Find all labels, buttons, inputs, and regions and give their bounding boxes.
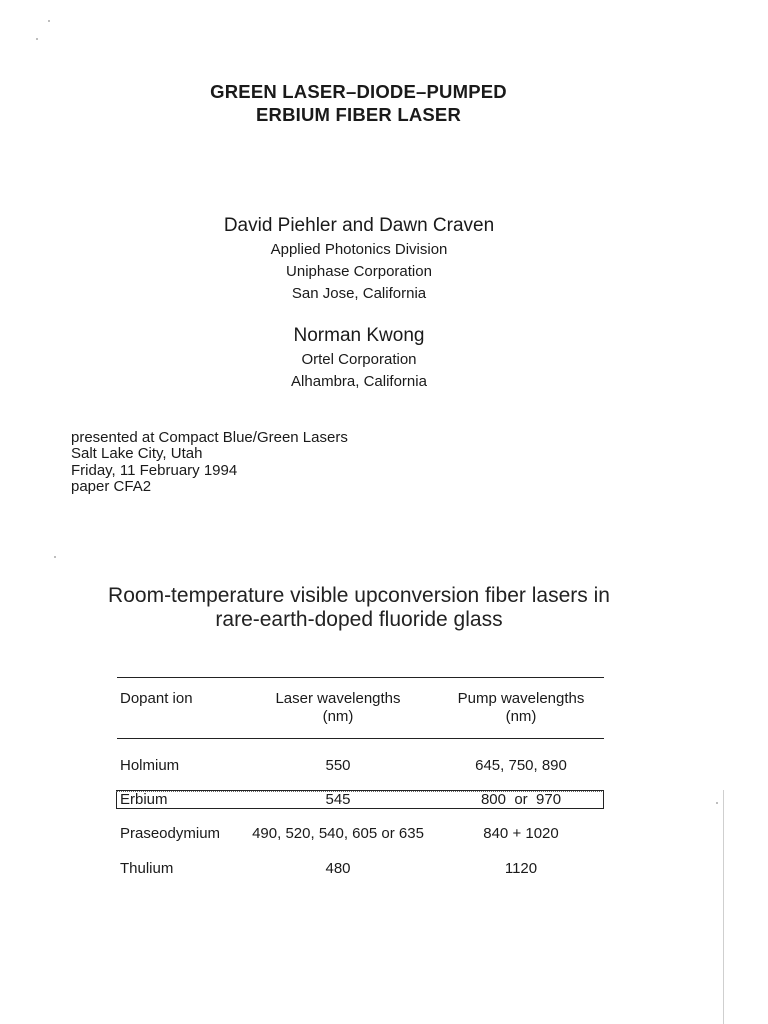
- title-line-1: GREEN LASER–DIODE–PUMPED: [210, 81, 507, 102]
- table-row-erbium-laser: 545: [325, 791, 351, 808]
- scan-speck: [36, 38, 38, 40]
- presentation-line-3: Friday, 11 February 1994: [71, 461, 238, 479]
- header-pump-wavelengths: Pump wavelengths: [457, 690, 585, 707]
- presentation-line-1: presented at Compact Blue/Green Lasers: [71, 429, 348, 446]
- table-row-erbium-dopant: Erbium: [120, 791, 168, 808]
- table-row-thulium-dopant: Thulium: [120, 860, 174, 877]
- table-row-erbium-pump: 800 or 970: [480, 791, 562, 808]
- scan-speck: [716, 802, 718, 804]
- authors-group-1-company: Uniphase Corporation: [286, 263, 432, 280]
- table-row-thulium-pump: 1120: [504, 860, 538, 877]
- authors-group-1-location: San Jose, California: [291, 285, 427, 302]
- table-title-line-1: Room-temperature visible upconversion fiber lasers in: [108, 584, 610, 607]
- header-laser-unit: (nm): [322, 708, 354, 725]
- table-header-rule: [117, 738, 604, 739]
- authors-group-1-division: Applied Photonics Division: [270, 241, 448, 258]
- authors-group-2-location: Alhambra, California: [291, 373, 427, 390]
- table-row-praseodymium-pump: 840 + 1020: [483, 825, 559, 842]
- authors-group-2-names: Norman Kwong: [293, 325, 425, 346]
- table-row-praseodymium-laser: 490, 520, 540, 605 or 635: [252, 825, 424, 842]
- table-row-holmium-dopant: Holmium: [120, 757, 180, 774]
- authors-group-1-names: David Piehler and Dawn Craven: [223, 215, 495, 236]
- scan-edge-line: [723, 790, 724, 1024]
- header-pump-unit: (nm): [505, 708, 537, 725]
- authors-group-2-company: Ortel Corporation: [301, 351, 417, 368]
- table-row-holmium-pump: 645, 750, 890: [475, 757, 567, 774]
- presentation-line-4: paper CFA2: [71, 477, 152, 495]
- title-line-2: ERBIUM FIBER LASER: [255, 104, 462, 125]
- presentation-info: [71, 430, 348, 495]
- header-dopant-ion: Dopant ion: [120, 690, 193, 707]
- table-row-thulium-laser: 480: [325, 860, 351, 877]
- scan-speck: [48, 20, 50, 22]
- table-top-rule: [117, 677, 604, 678]
- presentation-line-2: Salt Lake City, Utah: [71, 445, 203, 463]
- table-title-line-2: rare-earth-doped fluoride glass: [215, 608, 503, 631]
- header-laser-wavelengths: Laser wavelengths: [275, 690, 401, 707]
- table-row-praseodymium-dopant: Praseodymium: [120, 825, 221, 842]
- table-row-holmium-laser: 550: [325, 757, 351, 774]
- scan-speck: [54, 556, 56, 558]
